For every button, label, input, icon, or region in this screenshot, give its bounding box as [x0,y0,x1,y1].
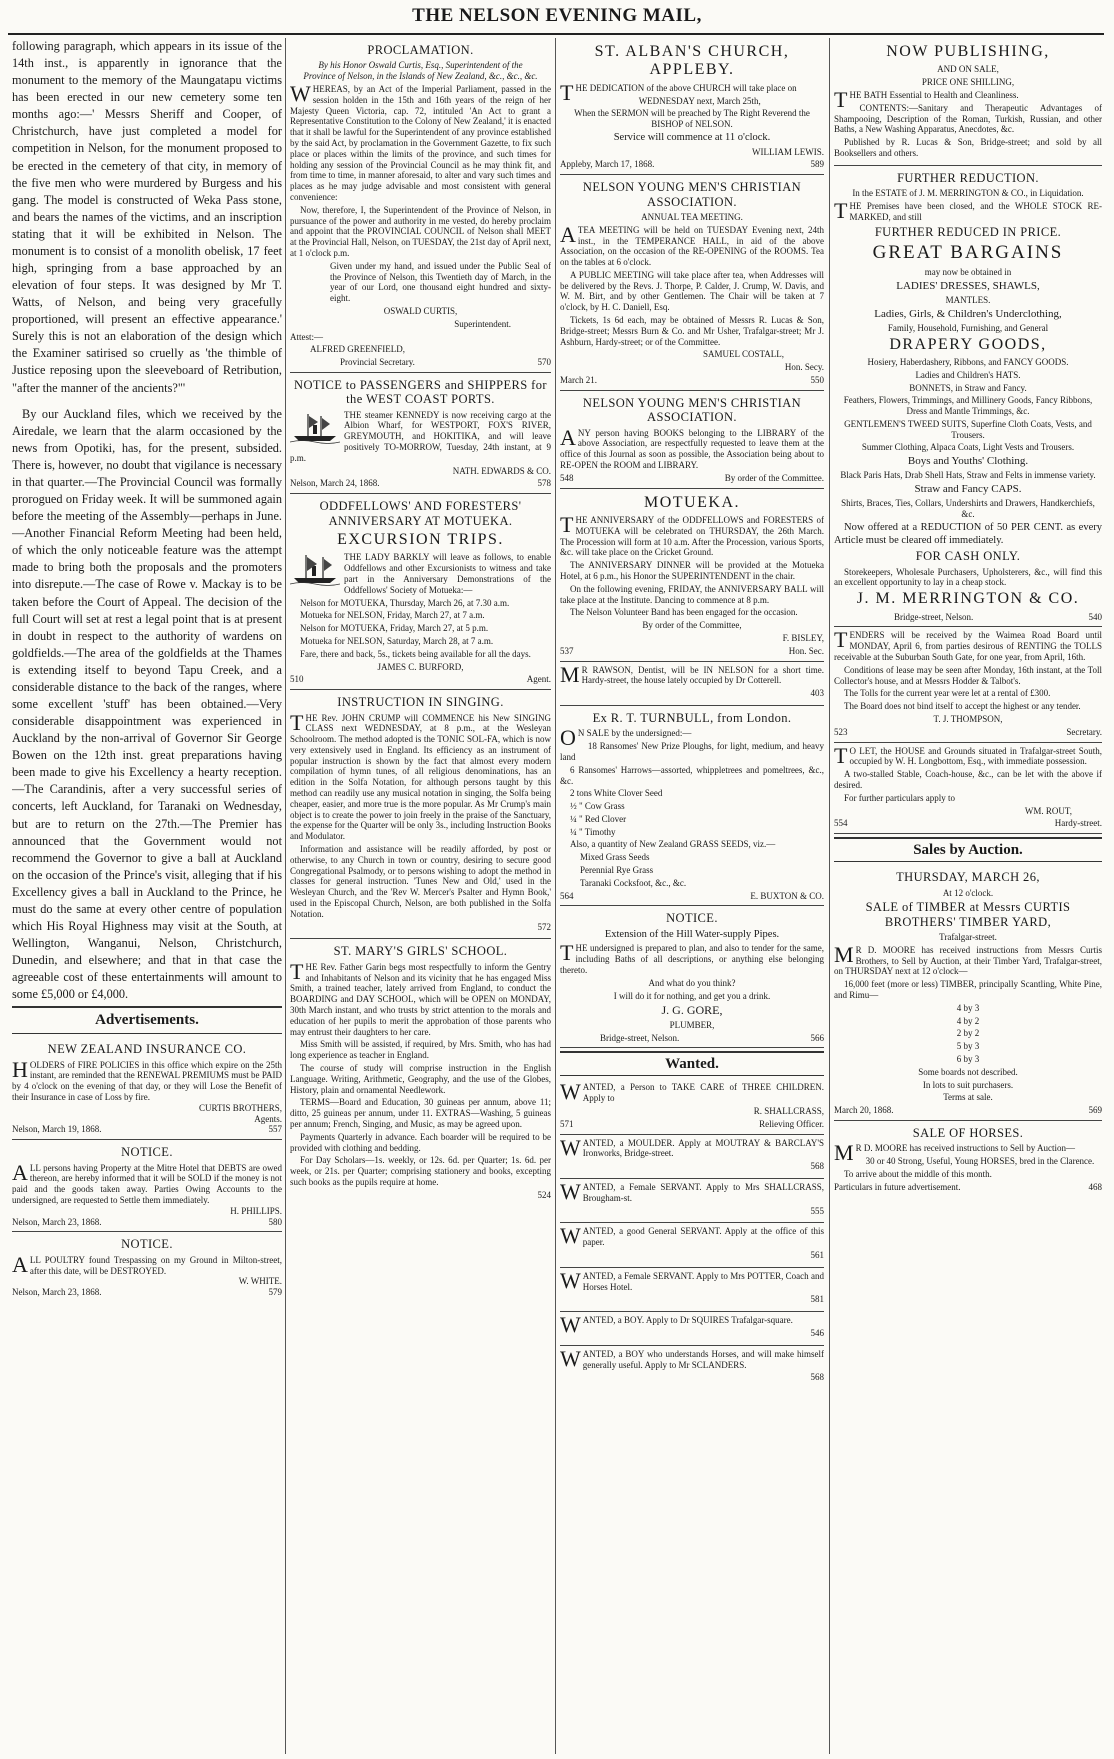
advert-address: Bridge-street, Nelson. [600,1032,680,1043]
advert-date: Nelson, March 23, 1868. [12,1216,102,1227]
advert-signature: OSWALD CURTIS, [383,305,458,316]
advert-body: WANTED, a good General SERVANT. Apply at the office of this paper. [560,1223,824,1249]
advert-heading: NELSON YOUNG MEN'S CHRISTIAN ASSOCIATION. [582,180,802,209]
advert-body: THE Premises have been closed, and the WHOLE STOCK RE-MARKED, and still [834,197,1102,223]
advert-signature: By order of the Committee. [724,472,824,483]
advert-signature-title: Agents. [254,1113,282,1124]
advert-body: Conditions of lease may be seen after Monday, 16th instant, at the Toll Collector's house, and at Messrs Hodder & Talbot's. [834,664,1102,686]
advert-to-let [834,743,1102,835]
advert-body: Ladies and Children's HATS. [915,369,1021,380]
article-paragraph: following paragraph, which appears in its issue of the 14th inst., is apparently in ignorance that the monument to the memory of the Maungatapu victims has been erected in our new cemetery some ten months ago:—' Messrs Sheriff and Cooper, of Christchurch, have just completed a model for competition in Nelson, for the monument proposed to be erected in the cemetery of that city, in memory of the five men who were murdered by Burgess and his gang. The model is constructed of Weka Pass stone, and bears the names of the victims, and an inscription stating that it will be exhibited in Nelson. The monument is to consist of a monolith obelisk, 17 feet high, springing from a base approached by an elevation of four steps. It was designed by Mr T. Watts, of Nelson, and being very gracefully proportioned, will present an effective appearance.' Surely this is not an elaboration of the design which the Examiner satirised so cruelly as 'the thimble of Justice reposing upon the sleeveboard of Retribution, "after the manner of the ancients?"' [12,39,282,395]
column-4 [834,38,1102,1754]
advert-number: 524 [537,1189,551,1200]
advert-body: Storekeepers, Wholesale Purchasers, Upholsterers, &c., will find this an excellent opportunity to lay in a cheap stock. [834,566,1102,588]
advert-body: Straw and Fancy CAPS. [914,483,1022,496]
list-item: Taranaki Cocksfoot, &c., &c. [580,877,687,888]
advert-body: Summer Clothing, Alpaca Coats, Light Vests and Trousers. [861,442,1075,453]
advert-body: Published by R. Lucas & Son, Bridge-street; and sold by all Booksellers and others. [834,137,1102,158]
advert-signature: H. PHILLIPS. [230,1205,282,1216]
advert-heading: NELSON YOUNG MEN'S CHRISTIAN ASSOCIATION. [582,395,802,425]
advert-heading: NOW PUBLISHING, [886,43,1050,60]
advert-wanted [560,1312,824,1346]
advert-body: WANTED, a Female SERVANT. Apply to Mrs POTTER, Coach and Horses Hotel. [560,1267,824,1293]
advert-number: 572 [537,921,551,932]
advert-body: ANY person having BOOKS belonging to the LIBRARY of the above Association, are respectfully requested to leave them at the office of this Journal as soon as possible, the Association being about to RE-OPEN the ROOM and LIBRARY. [560,424,824,470]
list-item: 18 Ransomes' New Prize Ploughs, for light, medium, and heavy land [560,741,824,762]
advert-heading: Ex R. T. TURNBULL, from London. [592,710,792,725]
advert-body: THE DEDICATION of the above CHURCH will take place on [560,79,797,105]
advert-body: WEDNESDAY next, March 25th, [638,95,761,106]
advert-body: A two-stalled Stable, Coach-house, &c., can be let with the above if desired. [834,769,1102,790]
advert-number: 554 [834,818,848,829]
advert-body: WANTED, a Female SERVANT. Apply to Mrs SHALLCRASS, Brougham-st. [560,1178,824,1204]
advert-address: Hardy-street. [1054,818,1102,829]
advert-body: When the SERMON will be preached by The Right Reverend the BISHOP of NELSON. [574,108,810,130]
advert-number: 564 [560,890,574,901]
advert-body: THE ANNIVERSARY of the ODDFELLOWS and FORESTERS of MOTUEKA will be celebrated on THURSDAY, the 26th March. The Procession will form at 10 a.m. After the Procession, various Sports, &c. will take place on the Cricket Ground. [560,511,824,558]
advert-heading: SALE of TIMBER at Messrs CURTIS BROTHERS' TIMBER YARD, [865,900,1071,929]
advert-date: Nelson, March 19, 1868. [12,1124,102,1135]
advert-oddfellows [290,494,551,690]
advert-nz-insurance [12,1037,282,1140]
column-rule [829,38,830,1754]
advert-signature: F. BISLEY, [782,632,824,643]
advert-heading: INSTRUCTION IN SINGING. [337,695,504,710]
advert-body: may now be obtained in [924,266,1012,277]
advert-body: For further particulars apply to [844,792,955,803]
masthead-rule [8,33,1104,35]
advert-body: Shirts, Braces, Ties, Collars, Undershirts and Drawers, Handkerchiefs, &c. [841,498,1095,520]
advert-signature-title: Relieving Officer. [759,1118,824,1129]
advert-body: MR D. MOORE has received instructions from Messrs Curtis Brothers, to Sell by Auction, at their Timber Yard, Trafalgar-street, on THURSDAY next at 12 o'clock— [834,941,1102,977]
advert-body: Now offered at a REDUCTION of 50 PER CENT. as every Article must be cleared off immediately. [834,522,1102,546]
advert-heading: NEW ZEALAND INSURANCE CO. [47,1042,247,1057]
advert-number: 580 [268,1216,282,1227]
ship-icon [290,552,340,586]
advert-body: And what do you think? [648,977,736,988]
advert-body: Tickets, 1s 6d each, may be obtained of Messrs R. Lucas & Son, Bridge-street; Messrs Burn & Co. and Mr Usher, Trafalgar-street; Mr J. Ashburn, Hardy-street; or of the Committee. [560,315,824,347]
list-item: Also, a quantity of New Zealand GRASS SEEDS, viz.— [570,839,776,850]
advert-signature: J. M. MERRINGTON & CO. [856,590,1080,608]
advert-signature: R. SHALLCRASS, [753,1106,824,1116]
advert-body: Terms at sale. [943,1092,993,1103]
advert-body: The ANNIVERSARY DINNER will be provided at the Motueka Hotel, at 6 p.m., his Honor the SUPERINTENDENT in the chair. [560,560,824,581]
advert-body: Boys and Youths' Clothing. [907,455,1029,468]
advert-signature-title: Agent. [526,674,551,685]
timetable-entry: Nelson for MOTUEKA, Thursday, March 26, at 7.30 a.m. [300,597,510,608]
advert-number: 570 [537,357,551,368]
advert-number: 561 [810,1249,824,1260]
advert-body: HOLDERS of FIRE POLICIES in this office which expire on the 25th instant, are reminded that the RENEWAL PREMIUMS must be PAID by 4 o'clock on the evening of that day, or they will Lose the Benefit of their Insurance in case of Loss by fire. [12,1056,282,1102]
advert-signature-title: Hon. Sec. [788,645,824,656]
advert-body: WANTED, a Person to TAKE CARE of THREE CHILDREN. Apply to [560,1079,824,1105]
advert-turnbull [560,706,824,907]
timetable-entry: Motueka for NELSON, Friday, March 27, at 7 a.m. [300,610,485,621]
advert-date: Appleby, March 17, 1868. [560,159,655,170]
timetable-entry: Nelson for MOTUEKA, Friday, March 27, at 5 p.m. [300,623,489,634]
advert-number: 568 [810,1372,824,1383]
advert-body: ON SALE by the undersigned:— [560,725,692,751]
advert-wanted [560,1346,824,1389]
advert-heading: MOTUEKA. [644,493,740,511]
advert-body: On the following evening, FRIDAY, the ANNIVERSARY BALL will take place at the Institute. Dancing to commence at 8 p.m. [560,583,824,605]
advert-heading: FURTHER REDUCTION. [897,170,1039,185]
advert-number: 557 [268,1124,282,1135]
advert-body: MANTLES. [945,294,991,305]
advert-signature: E. BUXTON & CO. [750,890,824,901]
advert-heading: ODDFELLOWS' AND FORESTERS' ANNIVERSARY AT MOTUEKA. [319,499,522,528]
advert-attest: Attest:— [290,331,323,342]
advert-st-albans [560,38,824,175]
advert-body: The Nelson Volunteer Band has been engaged for the occasion. [570,607,798,618]
advert-body: In lots to suit purchasers. [922,1079,1014,1090]
advert-motueka [560,489,824,662]
advert-number: 403 [810,688,824,699]
advert-body: ALL persons having Property at the Mitre Hotel that DEBTS are owed thereon, are hereby informed that it will be SOLD if the money is not paid and the goods taken away. Parties Owing Accounts to the undersigned, are requested to Settle them immediately. [12,1159,282,1205]
advert-heading: SALE OF HORSES. [912,1126,1024,1141]
advert-heading: ST. ALBAN'S CHURCH, APPLEBY. [594,43,790,79]
advert-body: Given under my hand, and issued under the Public Seal of the Province of Nelson, this Twentieth day of March, in the year of our Lord, one thousand eight hundred and sixty-eight. [330,260,551,304]
advert-body: WANTED, a BOY who understands Horses, and will make himself generally useful. Apply to Mr SCLANDERS. [560,1345,824,1371]
advert-heading: NOTICE. [666,911,718,926]
advert-signature-title: Superintendent. [454,318,511,329]
advert-notice-mitre [12,1140,282,1232]
advert-body: Fare, there and back, 5s., tickets being available for all the days. [300,648,531,659]
advert-body: THE steamer KENNEDY is now receiving cargo at the Albion Wharf, for WESTPORT, FOX'S RIVER, GREYMOUTH, and HOKITIKA, and will leave positively TO-MORROW, Tuesday, 24th instant, at 9 p.m. [290,409,551,463]
advert-body: GENTLEMEN'S TWEED SUITS, Superfine Cloth Coats, Vests, and Trousers. [844,418,1092,440]
advert-signature-title: Provincial Secretary. [340,357,415,368]
advert-body: I will do it for nothing, and get you a drink. [613,990,771,1001]
advert-ymca-library [560,391,824,489]
advert-address: Bridge-street, Nelson. [894,611,974,622]
advert-number: 546 [810,1327,824,1338]
column-rule [285,38,286,1754]
advert-heading: THURSDAY, MARCH 26, [896,870,1040,885]
advert-subheading: At 12 o'clock. [942,887,994,898]
column-rule [555,38,556,1754]
advert-signature: W. WHITE. [238,1276,282,1287]
advert-wanted [560,1079,824,1134]
advert-heading: PROCLAMATION. [367,43,474,57]
advert-body: TENDERS will be received by the Waimea Road Board until MONDAY, April 6, from parties desirous of RENTING the TOLLS receivable at the Suburban South Gate, for one year, from April, 16th. [834,627,1102,662]
list-item: ¼ " Timothy [570,826,616,837]
masthead: THE NELSON EVENING MAIL, [412,5,702,26]
advert-heading: NOTICE to PASSENGERS and SHIPPERS for the WEST COAST PORTS. [294,377,547,407]
advert-st-marys [290,939,551,1206]
advert-wanted [560,1268,824,1312]
advert-number: 510 [290,674,304,685]
advert-subheading: FURTHER REDUCED IN PRICE. [874,224,1062,239]
advert-signature: CURTIS BROTHERS, [199,1102,282,1113]
list-item: 2 tons White Clover Seed [570,788,663,799]
advert-subheading: GREAT BARGAINS [872,241,1064,263]
advert-body: WANTED, a MOULDER. Apply at MOUTRAY & BARCLAY'S Ironworks, Bridge-street. [560,1134,824,1160]
advert-body: BONNETS, in Straw and Fancy. [909,382,1027,393]
advert-number: 578 [537,478,551,489]
advert-heading: NOTICE. [121,1145,173,1160]
timetable-entry: Motueka for NELSON, Saturday, March 28, at 7 a.m. [300,635,494,646]
advert-body: By order of the Committee, [642,620,742,631]
article-paragraph: By our Auckland files, which we received by the Airedale, we learn that the alarm occasioned by the news from Opotiki, has, for the present, subsided. There is, however, no doubt that vigilance is necessary in that quarter.—The Provincial Council was formally prorogued on Friday week. It will be summoned again before the meeting of the Assembly—perhaps in June.—Another Financial Reform Meeting had been held, of which the only noticeable feature was the attempt made to bring both the proposals and the promoters into disrepute.—The case of Rowe v. Mackay is to be taken before the Court of Appeal. The decision of the full Court will set at rest a legal point that is at present in doubt in respect to the authority of wardens on goldfields.—The area of the goldfields at the Thames is extending itself to beyond Tapu Creek, and a considerable distance to the back of the ranges, where some excellent 'stuff' has been obtained.—Very considerable disappointment was experienced in Auckland by the non-arrival of Governor Sir George Bowen on the 12th inst. great preparations having been made to give his Excellency a hearty reception.—The Carandinis, after a very successful series of concerts, left Auckland, for Taranaki on Wednesday, but are to return on the 27th.—The Premier has announced that the Government would not recommend the Governor to give a ball at Auckland on the occasion of the Prince's visit, alleging that if his Excellency gives a ball in Auckland to the Prince, he must do the same at every other centre of population which His Royal Highness may visit at the South, at Wellington, Wanganui, Nelson, Christchurch, Dunedin, and elsewhere; and that in that case the agreeable cost of these entertainments will amount to some £5,000 or £4,000. [12,406,282,1002]
advert-signature: NATH. EDWARDS & CO. [452,465,551,476]
advert-number: 555 [810,1205,824,1216]
advert-subheading: DRAPERY GOODS, [889,335,1047,353]
advert-body: TERMS—Board and Education, 30 guineas per annum, above 11; ditto, 25 guineas per annum, under 11. EXTRAS—Washing, 5 guineas per annum; French, Singing, and Music, as may be agreed upon. [290,1097,551,1129]
advert-subheading: PRICE ONE SHILLING, [921,77,1015,88]
advert-signature-title: Hon. Secy. [784,362,824,373]
column-1 [12,38,282,1754]
advert-body: CONTENTS:—Sanitary and Therapeutic Advantages of Shampooing, Description of the Roman, Turkish, Russian, and other Baths, a New Washing Apparatus, Anecdotes, &c. [834,102,1102,135]
column-2 [290,38,551,1754]
list-item: 6 by 3 [956,1054,980,1065]
advert-date: Nelson, March 24, 1868. [290,478,380,489]
advert-heading: NOTICE. [121,1237,173,1252]
advert-body: THE BATH Essential to Health and Cleanliness. [834,86,1019,112]
advert-number: 581 [810,1294,824,1305]
advert-body: Now, therefore, I, the Superintendent of the Province of Nelson, in pursuance of the power and authority in me vested, do hereby proclaim and appoint that the PROVINCIAL COUNCIL of Nelson shall MEET at the Provincial Hall, Nelson, on TUESDAY, the 21st day of April next, at 1 o'clock p.m. [290,204,551,258]
advert-subheading: AND ON SALE, [937,64,999,75]
advert-notice-poultry [12,1232,282,1302]
advert-block [12,1037,282,1302]
advert-body: MR D. MOORE has received instructions to Sell by Auction— [834,1140,1076,1166]
list-item: 6 Ransomes' Harrows—assorted, whippletrees and pomeltrees, &c., &c. [560,764,824,786]
advert-body: To arrive about the middle of this month. [844,1168,992,1179]
advert-number: 579 [268,1287,282,1298]
section-heading-advertisements: Advertisements. [12,1006,282,1034]
advert-body: The Board does not bind itself to accept the highest or any tender. [844,701,1081,712]
list-item: Mixed Grass Seeds [580,852,650,863]
advert-body: Some boards not described. [918,1066,1018,1077]
advert-body: A PUBLIC MEETING will take place after tea, when Addresses will be delivered by the Revs. J. Thorpe, P. Calder, J. Crump, W. Davis, and W. M. Birt, and by other Gentlemen. The Chair will be taken at 7 o'clock, by H. C. Daniell, Esq. [560,269,824,313]
advert-body: Ladies, Girls, & Children's Underclothing, [874,307,1062,320]
advert-body: For Day Scholars—1s. weekly, or 12s. 6d. per Quarter; 1s. 6d. per week, or 21s. per Quarter; comprising stationery and books, excepting such books as the pupils require at home. [290,1155,551,1187]
advert-body: Service will commence at 11 o'clock. [613,131,771,143]
list-item: 4 by 2 [956,1015,980,1026]
advert-number: 568 [810,1161,824,1172]
advert-number: 550 [810,375,824,386]
advert-horse-sale [834,1121,1102,1197]
advert-intro: By his Honor Oswald Curtis, Esq., Superintendent of the Province of Nelson, in the Islands of New Zealand, &c., &c., &c. [303,60,538,82]
advert-proclamation [290,38,551,373]
advert-rawson [560,662,824,706]
advert-subheading: ANNUAL TEA MEETING. [641,211,743,222]
list-item: Perennial Rye Grass [580,865,654,876]
advert-now-publishing [834,38,1102,166]
advert-number: 589 [810,159,824,170]
advert-body: Miss Smith will be assisted, if required, by Mrs. Smith, who has had long experience as teacher in England. [290,1039,551,1061]
advert-body: WANTED, a BOY. Apply to Dr SQUIRES Trafalgar-square. [560,1312,793,1338]
advert-signature: WILLIAM LEWIS. [752,146,824,157]
advert-body: MR RAWSON, Dentist, will be IN NELSON for a short time. Hardy-street, the house lately occupied by Dr Cotterell. [560,661,824,687]
advert-body: 30 or 40 Strong, Useful, Young HORSES, bred in the Clarence. [865,1156,1095,1167]
advert-body: Particulars in future advertisement. [834,1181,961,1192]
column-3 [560,38,824,1754]
list-item: 5 by 3 [956,1041,980,1052]
advert-body: The Tolls for the current year were let at a rental of £300. [844,688,1051,699]
advert-body: THE Rev. JOHN CRUMP will COMMENCE his New SINGING CLASS next WEDNESDAY, at 8 p.m., at the Wesleyan Schoolroom. The method adopted is the TONIC SOL-FA, which is now very extensively used in England. Its efficiency as an instrument of popular instruction is shown by the fact that almost every modern compilation of hymn tunes, of all religious denominations, has an edition in the Solfa Notation, for although persons taught by this method can readily use any musical notation in singing, the Solfa being cheaper, easier, and more true is the more popular. As Mr Crump's main object is to create the power to join freely in the praise of the Sanctuary, the expense for the Quarter will be only 3s., including Instruction Books and Modulator. [290,709,551,842]
section-heading-sales: Sales by Auction. [834,837,1102,862]
advert-body: ALL POULTRY found Trespassing on my Ground in Milton-street, after this date, will be DESTROYED. [12,1251,282,1277]
advert-body: LADIES' DRESSES, SHAWLS, [896,279,1040,292]
advert-body: Hosiery, Haberdashery, Ribbons, and FANCY GOODS. [867,356,1069,367]
advert-signature: ALFRED GREENFIELD, [310,344,405,355]
advert-date: March 20, 1868. [834,1105,894,1116]
advert-subheading: Extension of the Hill Water-supply Pipes. [604,928,780,940]
list-item: ½ " Cow Grass [570,801,625,812]
advert-number: 468 [1088,1181,1102,1192]
advert-body: Payments Quarterly in advance. Each boarder will be required to be provided with clothing and bedding. [290,1131,551,1153]
advert-body: THE LADY BARKLY will leave as follows, to enable Oddfellows and other Excursionists to witness and take part in the Anniversary Demonstrations of the Oddfellows' Society of Motueka:— [344,552,551,595]
list-item: ¼ " Red Clover [570,813,627,824]
advert-merrington [834,166,1102,628]
advert-signature: WM. ROUT, [1024,805,1072,816]
advert-body: THE Rev. Father Garin begs most respectfully to inform the Gentry and Inhabitants of Nelson and its vicinity that he has engaged Miss Smith, a trained teacher, lately arrived from England, to conduct the BOARDING and DAY SCHOOL, which will be OPEN on MONDAY, 30th March instant, and who trusts by strict attention to the morals and education of her pupils to merit the approbation of those parents who may entrust their daughters to her care. [290,958,551,1037]
advert-body: Black Paris Hats, Drab Shell Hats, Straw and Felts in immense variety. [840,470,1096,481]
advert-number: 537 [560,645,574,656]
advert-date: March 21. [560,375,597,386]
advert-wanted [560,1135,824,1179]
advert-body: WHEREAS, by an Act of the Imperial Parliament, passed in the session holden in the 15th and 16th years of the reign of her Majesty Queen Victoria, cap. 72, intituled 'An Act to grant a Representative Constitution to the Colony of New Zealand,' it is enacted that it shall be lawful for the Superintendent of any province established by the said Act, by proclamation in the Government Gazette, to fix such place or places within the limits of the province, and such times for holding any session of the Provincial Council as he may think fit, and from time to time, in manner aforesaid, to alter and vary such times and places as he may judge advisable and most consistent with general convenience: [290,80,551,202]
advert-singing [290,690,551,939]
advert-signature: T. J. THOMPSON, [933,713,1003,724]
advert-number: 566 [810,1032,824,1043]
advert-ymca-tea [560,175,824,391]
advert-signature-title: Secretary. [1066,726,1102,737]
advert-body: Family, Household, Furnishing, and General [887,322,1049,333]
advert-date: Nelson, March 23, 1868. [12,1287,102,1298]
advert-body: TO LET, the HOUSE and Grounds situated in Trafalgar-street South, occupied by W. H. Longbottom, Esq., with immediate possession. [834,742,1102,768]
advert-subheading: Trafalgar-street. [939,932,997,943]
ship-icon [290,410,340,444]
advert-number: 569 [1088,1105,1102,1116]
advert-subheading: EXCURSION TRIPS. [337,530,504,548]
advert-timber-sale [834,865,1102,1121]
section-heading-wanted: Wanted. [560,1051,824,1076]
advert-number: 571 [560,1118,574,1129]
advert-body: 16,000 feet (more or less) TIMBER, principally Scantling, White Pine, and Rimu— [834,979,1102,1001]
advert-body: Feathers, Flowers, Trimmings, and Millinery Goods, Fancy Ribbons, Dress and Mantle Trimmings, &c. [843,395,1093,417]
advert-number: 540 [1088,611,1102,622]
advert-body: THE undersigned is prepared to plan, and also to tender for the same, including Baths of all descriptions, or anything else belonging thereto. [560,940,824,976]
advert-number: 523 [834,726,848,737]
advert-signature: JAMES C. BURFORD, [377,661,464,672]
advert-body: ATEA MEETING will be held on TUESDAY Evening next, 24th inst., in the TEMPERANCE HALL, in aid of the above Association, on the occasion of the RE-OPENING of the ROOMS. Tea on the tables at 6 o'clock. [560,221,824,268]
advert-tenders [834,627,1102,742]
advert-wanted [560,1179,824,1223]
advert-signature: J. G. GORE, [661,1003,723,1018]
advert-wanted [560,1223,824,1267]
advert-water-pipes [560,906,824,1048]
advert-number: 548 [560,472,574,483]
advert-subheading: FOR CASH ONLY. [915,549,1021,564]
advert-heading: ST. MARY'S GIRLS' SCHOOL. [333,944,508,959]
advert-body: The course of study will comprise instruction in the English Language. Writing, Arithmetic, Geography, and the use of the Globes, History, plain and ornamental Needlework. [290,1062,551,1095]
advert-body: Information and assistance will be readily afforded, by post or otherwise, to any Church in town or country, desiring to secure good Congregational Psalmody, or to persons wishing to adopt the method in classes for general instruction. 'Tunes New and Old,' used in the Wesleyan Church, and the 'Rev W. Mercer's Psalter and Hymn Book,' used in the Episcopal Church, Nelson, are both published in the Solfa Notation. [290,844,551,919]
list-item: 2 by 2 [956,1028,980,1039]
list-item: 4 by 3 [956,1002,980,1013]
advert-body: In the ESTATE of J. M. MERRINGTON & CO., in Liquidation. [852,188,1084,199]
advert-signature: SAMUEL COSTALL, [703,349,784,360]
advert-signature-title: PLUMBER, [669,1019,715,1030]
advert-kennedy [290,373,551,494]
